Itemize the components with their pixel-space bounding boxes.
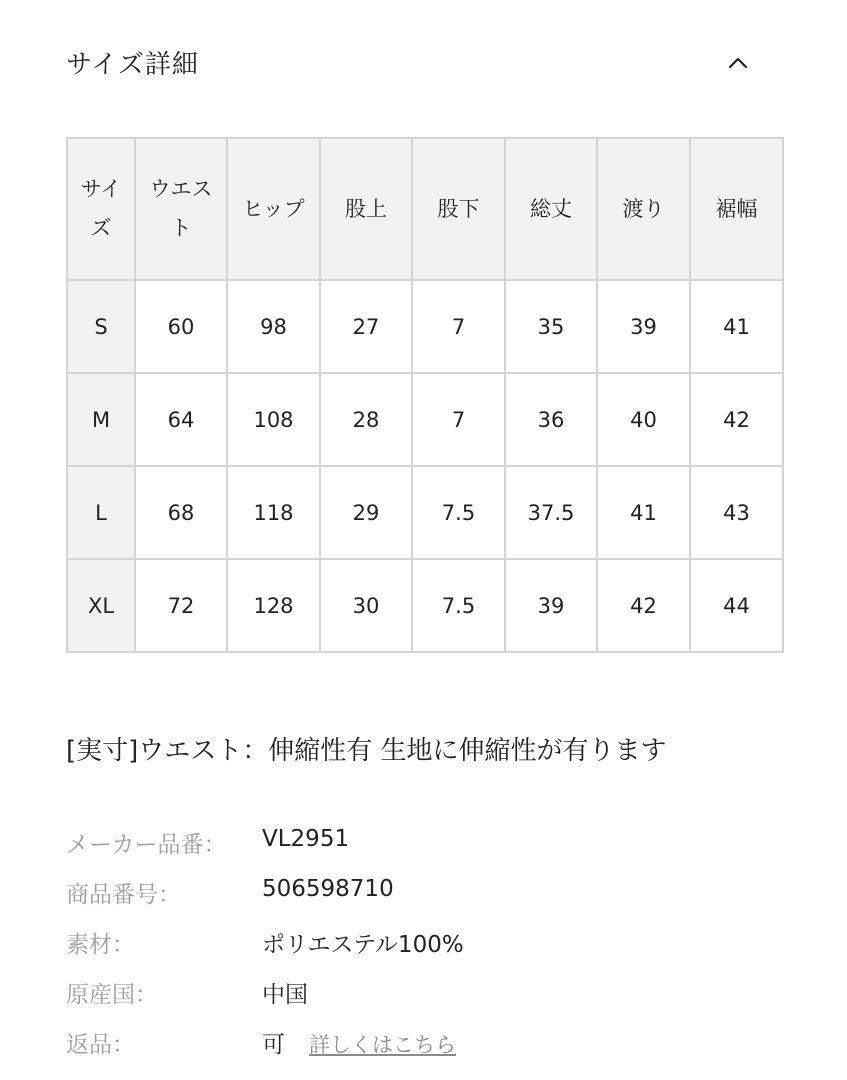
spec-label: 原産国： <box>66 982 158 1008</box>
table-cell: 37.5 <box>505 466 597 559</box>
table-cell: 7.5 <box>412 559 505 652</box>
table-cell: 43 <box>690 466 783 559</box>
table-cell: 108 <box>227 373 320 466</box>
table-cell: 7 <box>412 373 505 466</box>
header-waist <box>135 138 227 280</box>
table-cell: 42 <box>597 559 690 652</box>
table-cell-size: M <box>67 373 135 466</box>
spec-row-origin <box>66 976 766 1026</box>
table-cell-size: S <box>67 280 135 373</box>
header-length: 総丈 <box>505 138 597 280</box>
spec-row-maker-code <box>66 826 766 876</box>
spec-row-product-number <box>66 876 766 926</box>
spec-value: 可 <box>262 1032 285 1058</box>
spec-label: 素材： <box>66 932 135 958</box>
spec-row-returns <box>66 1026 766 1076</box>
spec-label: メーカー品番： <box>66 832 227 858</box>
table-cell: 35 <box>505 280 597 373</box>
table-cell: 60 <box>135 280 227 373</box>
table-cell: 7 <box>412 280 505 373</box>
spec-value: ポリエステル100% <box>262 932 464 958</box>
return-policy-link[interactable]: 詳しくはこちら <box>309 1033 456 1057</box>
spec-row-material <box>66 926 766 976</box>
table-cell: 28 <box>320 373 412 466</box>
table-cell: 42 <box>690 373 783 466</box>
header-size-line1: サイ <box>80 177 122 202</box>
table-cell: 30 <box>320 559 412 652</box>
size-table <box>66 137 784 653</box>
table-row <box>67 280 783 373</box>
table-cell: 44 <box>690 559 783 652</box>
table-row <box>67 466 783 559</box>
header-waist-line2: ト <box>170 216 192 240</box>
spec-value: 中国 <box>262 982 308 1008</box>
table-cell: 36 <box>505 373 597 466</box>
table-cell: 128 <box>227 559 320 652</box>
table-cell: 7.5 <box>412 466 505 559</box>
header-inseam: 股下 <box>412 138 505 280</box>
header-size <box>67 138 135 280</box>
table-row <box>67 373 783 466</box>
table-cell-size: L <box>67 466 135 559</box>
table-cell: 27 <box>320 280 412 373</box>
header-hem: 裾幅 <box>690 138 783 280</box>
header-thigh: 渡り <box>597 138 690 280</box>
table-cell: 29 <box>320 466 412 559</box>
table-cell: 118 <box>227 466 320 559</box>
spec-value: VL2951 <box>262 826 350 852</box>
product-specs <box>66 826 766 1076</box>
spec-label: 商品番号： <box>66 882 181 908</box>
spec-value: 506598710 <box>262 876 394 902</box>
table-cell: 68 <box>135 466 227 559</box>
table-header-row <box>67 138 783 280</box>
table-cell: 39 <box>505 559 597 652</box>
measurement-note: [実寸]ウエスト：伸縮性有 生地に伸縮性が有ります <box>66 736 667 766</box>
table-cell: 39 <box>597 280 690 373</box>
table-cell-size: XL <box>67 559 135 652</box>
table-cell: 64 <box>135 373 227 466</box>
collapse-toggle-button[interactable] <box>718 44 758 84</box>
table-cell: 72 <box>135 559 227 652</box>
table-cell: 40 <box>597 373 690 466</box>
section-title: サイズ詳細 <box>66 50 199 80</box>
table-cell: 98 <box>227 280 320 373</box>
header-hip: ヒップ <box>227 138 320 280</box>
table-cell: 41 <box>690 280 783 373</box>
spec-label: 返品： <box>66 1032 135 1058</box>
header-size-line2: ズ <box>90 216 112 240</box>
size-details-header[interactable] <box>66 38 766 90</box>
table-cell: 41 <box>597 466 690 559</box>
header-waist-line1: ウエス <box>149 177 213 202</box>
table-row <box>67 559 783 652</box>
header-rise: 股上 <box>320 138 412 280</box>
chevron-up-icon <box>718 44 758 84</box>
